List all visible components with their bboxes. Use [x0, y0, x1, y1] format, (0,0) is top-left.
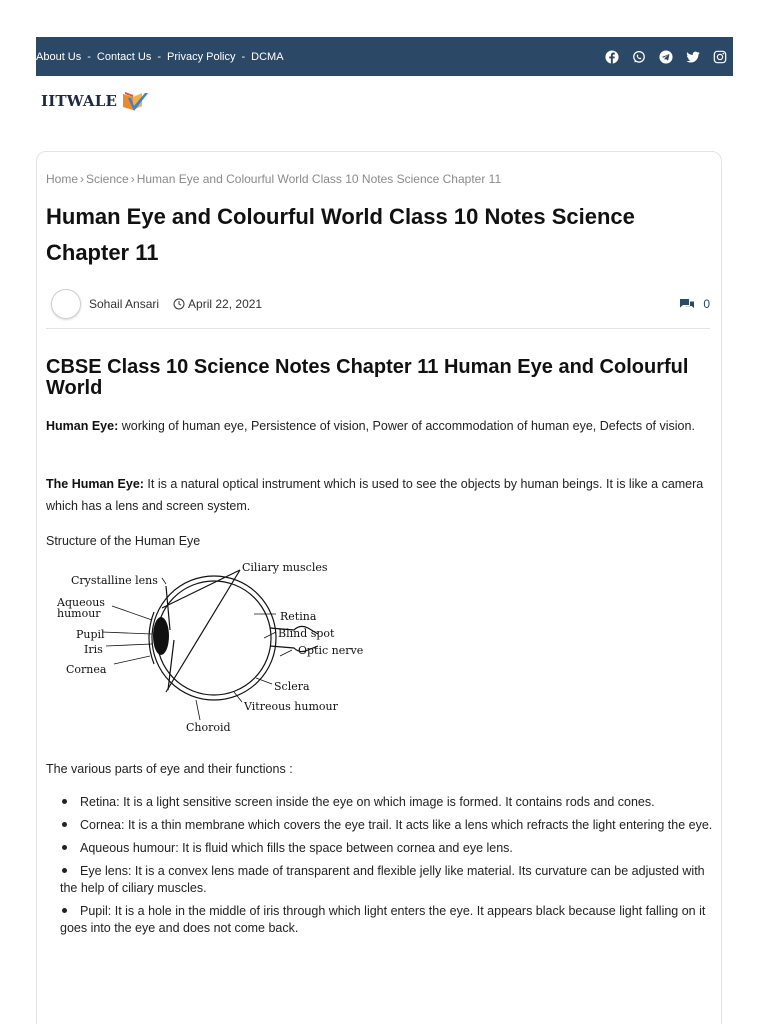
label-iris: Iris: [84, 643, 103, 656]
list-item-text: Pupil: It is a hole in the middle of iris through which light enters the eye. It appears black because light falling on it goes into the eye and does not come back.: [60, 904, 706, 935]
nav-dcma[interactable]: DCMA: [251, 50, 284, 63]
author-name[interactable]: Sohail Ansari: [89, 297, 160, 311]
top-nav: [36, 51, 284, 63]
bullet: [62, 908, 67, 913]
label-optic-nerve: Optic nerve: [298, 644, 364, 657]
post-meta: [46, 287, 710, 321]
breadcrumb-separator: ›: [130, 172, 135, 186]
label-ciliary-muscles: Ciliary muscles: [242, 561, 328, 574]
social-links: [605, 50, 727, 64]
nav-separator: -: [157, 50, 162, 63]
instagram-icon[interactable]: [713, 50, 727, 64]
eye-parts-list: [60, 794, 714, 943]
section-heading: CBSE Class 10 Science Notes Chapter 11 Human Eye and Colourful World: [46, 356, 689, 399]
post-date: [173, 297, 262, 311]
paragraph-label: The Human Eye:: [46, 477, 144, 491]
comments-link[interactable]: [679, 297, 710, 311]
human-eye-diagram: [56, 556, 376, 738]
bullet: [62, 822, 67, 827]
list-item: [60, 840, 714, 857]
nav-contact-us[interactable]: Contact Us: [96, 50, 152, 63]
breadcrumb-home[interactable]: Home: [46, 172, 79, 186]
paragraph-text: It is a natural optical instrument which is used to see the objects by human beings. It is like a camera which has a lens and screen system.: [46, 477, 704, 513]
paragraph-human-eye: [46, 415, 714, 437]
list-item-text: Aqueous humour: It is fluid which fills the space between cornea and eye lens.: [80, 841, 513, 855]
list-item-text: Eye lens: It is a convex lens made of transparent and flexible jelly like material. Its curvature can be adjusted with the help of ciliary muscles.: [60, 864, 705, 895]
bullet: [62, 845, 67, 850]
label-sclera: Sclera: [274, 680, 310, 693]
label-pupil: Pupil: [76, 628, 105, 641]
list-item: [60, 817, 714, 834]
twitter-icon[interactable]: [686, 50, 700, 64]
label-choroid: Choroid: [186, 721, 231, 734]
label-humour: humour: [57, 607, 101, 620]
label-vitreous-humour: Vitreous humour: [244, 700, 338, 713]
breadcrumb: [46, 172, 501, 186]
comment-count: 0: [703, 297, 710, 311]
label-retina: Retina: [280, 610, 317, 623]
paragraph-the-human-eye: [46, 473, 714, 517]
list-item-text: Retina: It is a light sensitive screen inside the eye on which image is formed. It contains rods and cones.: [80, 795, 655, 809]
list-item: [60, 903, 714, 937]
top-bar: [36, 37, 733, 76]
label-blind-spot: Blind spot: [278, 627, 335, 640]
logo-text: IITWALE: [41, 92, 118, 110]
nav-about-us[interactable]: About Us: [36, 50, 82, 63]
label-crystalline-lens: Crystalline lens: [71, 574, 158, 587]
nav-privacy-policy[interactable]: Privacy Policy: [167, 50, 236, 63]
bullet: [62, 799, 67, 804]
parts-intro: The various parts of eye and their functions :: [46, 762, 293, 776]
clock-icon: [173, 298, 185, 310]
whatsapp-icon[interactable]: [632, 50, 646, 64]
list-item: [60, 863, 714, 897]
breadcrumb-separator: ›: [80, 172, 85, 186]
list-item-text: Cornea: It is a thin membrane which covers the eye trail. It acts like a lens which refracts the light entering the eye.: [80, 818, 713, 832]
label-aqueous: Aqueous: [57, 596, 105, 609]
comments-icon: [679, 298, 695, 311]
facebook-icon[interactable]: [605, 50, 619, 64]
list-item: [60, 794, 714, 811]
diagram-labels: [56, 561, 363, 734]
structure-caption: Structure of the Human Eye: [46, 534, 201, 548]
nav-separator: -: [241, 50, 246, 63]
logo-book-icon: [120, 90, 150, 112]
bullet: [62, 868, 67, 873]
post-date-text: April 22, 2021: [188, 297, 263, 311]
paragraph-label: Human Eye:: [46, 419, 119, 433]
site-logo[interactable]: [41, 90, 150, 112]
label-cornea: Cornea: [66, 663, 107, 676]
breadcrumb-science[interactable]: Science: [86, 172, 129, 186]
meta-divider: [46, 328, 710, 329]
telegram-icon[interactable]: [659, 50, 673, 64]
post-title: Human Eye and Colourful World Class 10 Notes Science Chapter 11: [46, 204, 635, 265]
author-avatar[interactable]: [51, 289, 81, 319]
nav-separator: -: [87, 50, 91, 63]
paragraph-text: working of human eye, Persistence of vision, Power of accommodation of human eye, Defects of vision.: [118, 419, 695, 433]
breadcrumb-current: Human Eye and Colourful World Class 10 Notes Science Chapter 11: [136, 172, 502, 186]
